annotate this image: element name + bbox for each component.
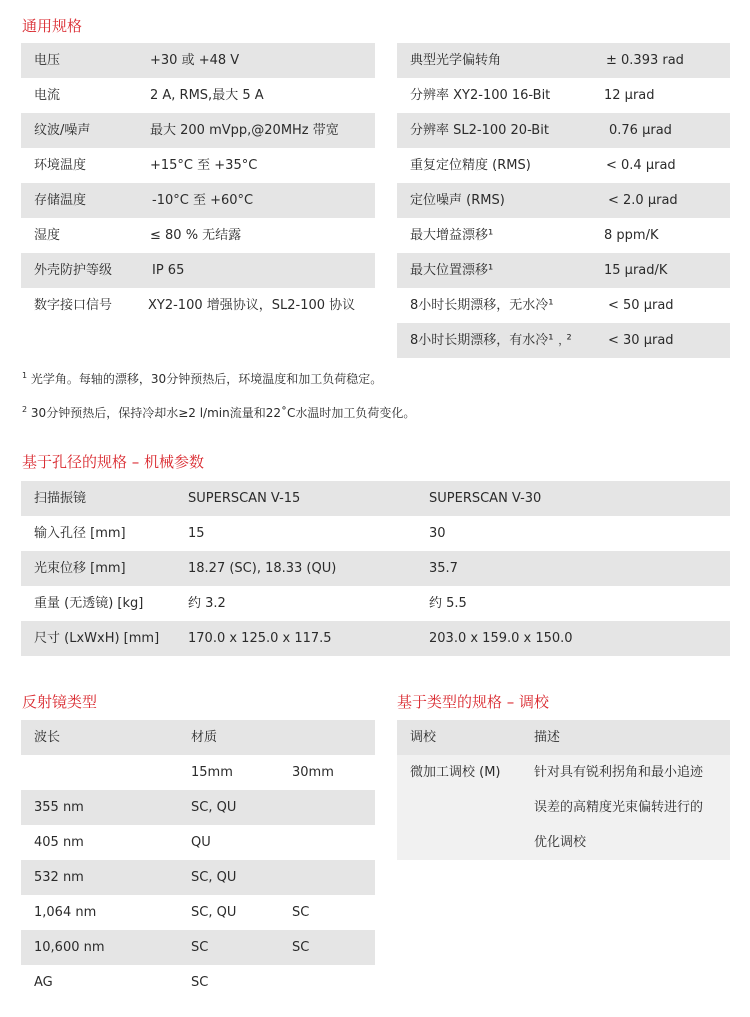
spec-value: ≤ 80 % 无结露: [150, 228, 242, 243]
spec-value: 12 µrad: [604, 88, 655, 103]
spec-value: < 30 µrad: [608, 333, 674, 348]
table-row: [21, 551, 730, 586]
spec-label: 8小时长期漂移，无水冷¹: [410, 298, 554, 313]
footnote-mark: 1: [22, 371, 28, 380]
spec-value: SUPERSCAN V-15: [188, 491, 301, 506]
spec-label: 湿度: [34, 228, 61, 243]
tuning-specs-title: 基于类型的规格 – 调校: [397, 693, 550, 711]
spec-label: 重复定位精度 (RMS): [410, 158, 531, 173]
material-cell: SC, QU: [191, 905, 237, 920]
footnote-text: 30分钟预热后，保持冷却水≥2 l/min流量和22˚C水温时加工负荷变化。: [30, 406, 416, 420]
wavelength-cell: AG: [34, 975, 53, 990]
mirror-table: [21, 720, 375, 1000]
spec-label: 典型光学偏转角: [410, 53, 502, 68]
table-row: [21, 218, 375, 253]
spec-label: 分辨率 SL2-100 20-Bit: [410, 123, 549, 138]
spec-value: 8 ppm/K: [604, 228, 659, 243]
spec-value: XY2-100 增强协议，SL2-100 协议: [148, 298, 356, 313]
spec-value: < 50 µrad: [608, 298, 674, 313]
table-row: [397, 253, 730, 288]
general-left-table: [21, 43, 375, 323]
spec-value: -10°C 至 +60°C: [152, 193, 254, 208]
spec-label: 纹波/噪声: [34, 123, 91, 138]
table-row: [21, 825, 375, 860]
spec-value: ± 0.393 rad: [606, 53, 684, 68]
wavelength-cell: 波长: [34, 730, 61, 745]
material-cell: 15mm: [191, 765, 233, 780]
tuning-table: [397, 720, 730, 860]
spec-label: 环境温度: [34, 158, 87, 173]
footnote-text: 光学角。每轴的漂移，30分钟预热后，环境温度和加工负荷稳定。: [30, 372, 383, 386]
footnote-mark: 2: [22, 405, 28, 414]
spec-value: < 0.4 µrad: [606, 158, 676, 173]
spec-value: 170.0 x 125.0 x 117.5: [188, 631, 332, 646]
spec-value: 15: [188, 526, 205, 541]
tuning-description-line: 优化调校: [534, 835, 587, 850]
table-row: [21, 895, 375, 930]
spec-label: 外壳防护等级: [34, 263, 113, 278]
table-row: [21, 860, 375, 895]
table-row: [21, 755, 375, 790]
material-cell: SC: [191, 940, 209, 955]
table-row: [21, 965, 375, 1000]
table-row: [397, 755, 730, 860]
spec-label: 存储温度: [34, 193, 87, 208]
table-row: [21, 183, 375, 218]
description-header-label: 描述: [534, 730, 561, 745]
table-row: [397, 183, 730, 218]
material-cell: QU: [191, 835, 211, 850]
spec-value: IP 65: [152, 263, 185, 278]
table-row: [21, 148, 375, 183]
table-row: [21, 113, 375, 148]
table-row: [21, 586, 730, 621]
spec-label: 分辨率 XY2-100 16-Bit: [410, 88, 551, 103]
tuning-header-label: 调校: [410, 730, 437, 745]
table-row: [21, 930, 375, 965]
tuning-label: 微加工调校 (M): [410, 765, 501, 780]
spec-label: 电流: [34, 88, 61, 103]
table-row: [21, 78, 375, 113]
table-row: [397, 43, 730, 78]
table-row: [397, 78, 730, 113]
spec-label: 8小时长期漂移，有水冷¹﹐²: [410, 333, 572, 348]
table-row: [397, 218, 730, 253]
spec-value: SUPERSCAN V-30: [429, 491, 542, 506]
material-cell: 30mm: [292, 765, 334, 780]
spec-label: 最大增益漂移¹: [410, 228, 494, 243]
spec-value: 35.7: [429, 561, 458, 576]
table-row: [21, 288, 375, 323]
table-row: [397, 323, 730, 358]
footnote-1: [22, 367, 382, 388]
spec-label: 最大位置漂移¹: [410, 263, 494, 278]
spec-value: 最大 200 mVpp,@20MHz 带宽: [150, 123, 339, 138]
spec-value: 30: [429, 526, 446, 541]
table-row: [21, 516, 730, 551]
spec-label: 扫描振镜: [34, 491, 87, 506]
spec-label: 输入孔径 [mm]: [34, 526, 126, 541]
table-row: [397, 148, 730, 183]
spec-value: < 2.0 µrad: [608, 193, 678, 208]
spec-label: 定位噪声 (RMS): [410, 193, 505, 208]
spec-value: 约 3.2: [188, 596, 226, 611]
table-row: [21, 253, 375, 288]
table-row: [397, 288, 730, 323]
spec-value: 18.27 (SC), 18.33 (QU): [188, 561, 337, 576]
table-row: [21, 481, 730, 516]
spec-value: 203.0 x 159.0 x 150.0: [429, 631, 573, 646]
spec-label: 数字接口信号: [34, 298, 113, 313]
wavelength-cell: 355 nm: [34, 800, 84, 815]
material-cell: SC: [191, 975, 209, 990]
spec-value: 0.76 µrad: [609, 123, 672, 138]
table-row: [21, 621, 730, 656]
wavelength-cell: 1,064 nm: [34, 905, 97, 920]
general-right-table: [397, 43, 730, 358]
spec-label: 电压: [34, 53, 61, 68]
general-specs-title: 通用规格: [22, 17, 83, 35]
material-cell: SC: [292, 905, 310, 920]
spec-label: 光束位移 [mm]: [34, 561, 126, 576]
table-row: [21, 790, 375, 825]
mirror-types-title: 反射镜类型: [22, 693, 98, 711]
material-cell: 材质: [191, 730, 218, 745]
table-row: [21, 43, 375, 78]
spec-value: 约 5.5: [429, 596, 467, 611]
material-cell: SC: [292, 940, 310, 955]
spec-value: 15 µrad/K: [604, 263, 668, 278]
wavelength-cell: 10,600 nm: [34, 940, 105, 955]
spec-value: +30 或 +48 V: [150, 53, 240, 68]
material-cell: SC, QU: [191, 800, 237, 815]
spec-label: 尺寸 (LxWxH) [mm]: [34, 631, 160, 646]
mechanical-specs-title: 基于孔径的规格 – 机械参数: [22, 453, 205, 471]
table-row: [21, 720, 375, 755]
table-row: [397, 113, 730, 148]
wavelength-cell: 532 nm: [34, 870, 84, 885]
spec-value: +15°C 至 +35°C: [150, 158, 258, 173]
footnote-2: [22, 401, 415, 422]
table-row: [397, 720, 730, 755]
spec-value: 2 A, RMS,最大 5 A: [150, 88, 264, 103]
tuning-description-line: 针对具有锐利拐角和最小追迹: [534, 765, 704, 780]
material-cell: SC, QU: [191, 870, 237, 885]
mechanical-table: [21, 481, 730, 656]
wavelength-cell: 405 nm: [34, 835, 84, 850]
spec-label: 重量 (无透镜) [kg]: [34, 596, 144, 611]
tuning-description-line: 误差的高精度光束偏转进行的: [534, 800, 704, 815]
